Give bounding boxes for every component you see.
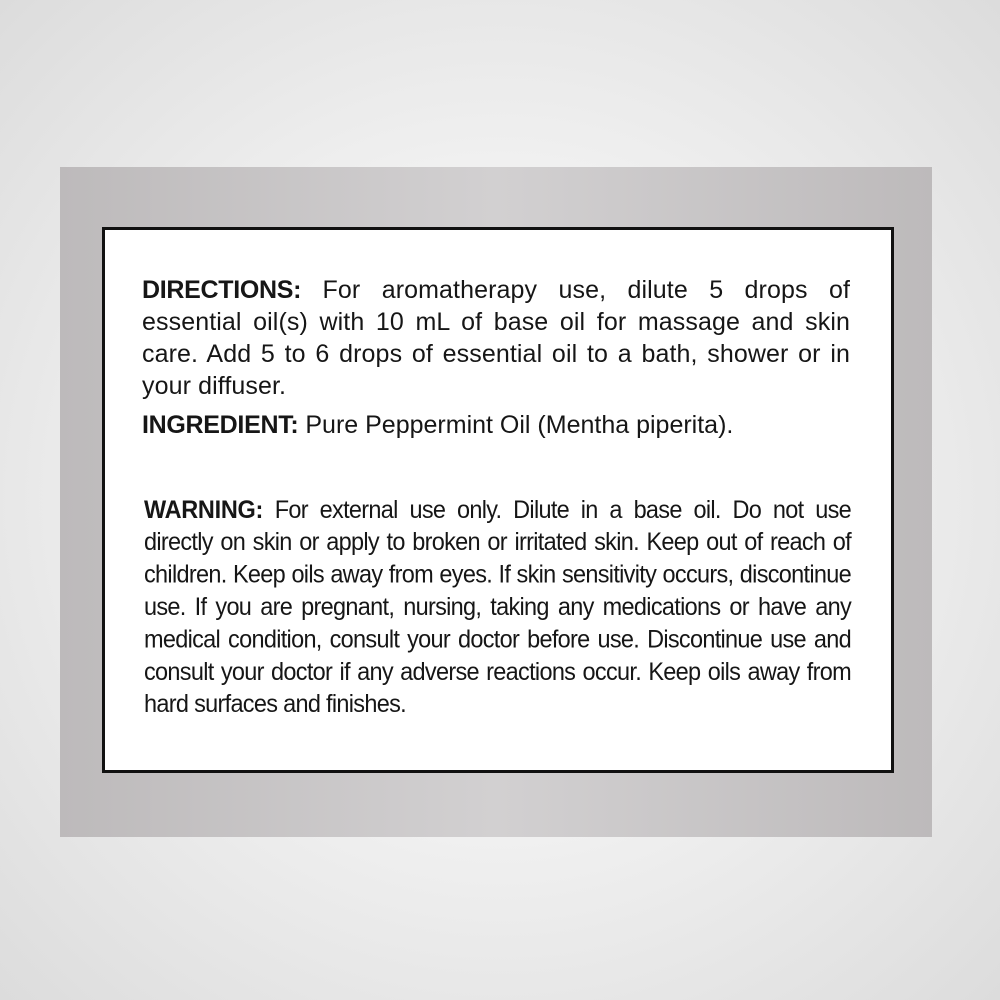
ingredient-heading: INGREDIENT: <box>142 411 299 439</box>
ingredient-section <box>142 409 850 441</box>
directions-text: For aromatherapy use, dilute 5 drops of essential oil(s) with 10 mL of base oil for massage and skin care. Add 5 to 6 drops of essential oil to a bath, shower or in your diffuser. <box>142 276 850 400</box>
warning-section <box>144 493 851 720</box>
directions-heading: DIRECTIONS: <box>142 276 302 304</box>
directions-section <box>142 274 850 402</box>
ingredient-text: Pure Peppermint Oil (Mentha piperita). <box>298 411 734 439</box>
warning-text: For external use only. Dilute in a base oil. Do not use directly on skin or apply to broken or irritated skin. Keep out of reach of children. Keep oils away from eyes. If skin sensitivity occurs, discontinue use. If you are pregnant, nursing, taking any medications or have any medical condition, consult your doctor before use. Discontinue use and consult your doctor if any adverse reactions occur. Keep oils away from hard surfaces and finishes. <box>144 495 851 718</box>
label-panel <box>102 227 894 773</box>
warning-heading: WARNING: <box>144 495 264 524</box>
